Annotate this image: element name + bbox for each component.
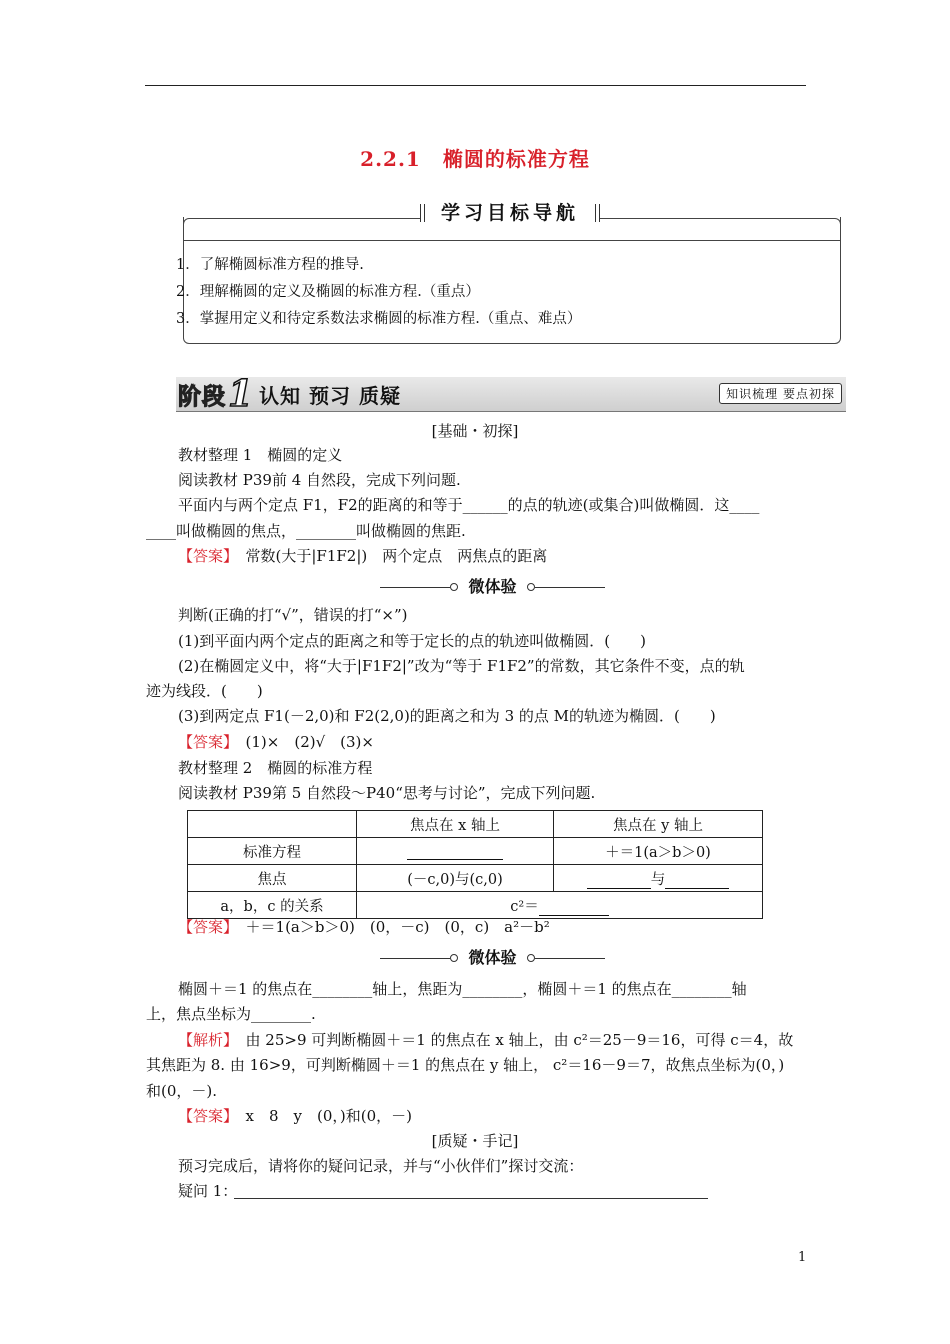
judge-answer: 【答案】 (1)× (2)√ (3)× [178, 733, 374, 751]
block2-read: 阅读教材 P39第 5 自然段～P40“思考与讨论”，完成下列问题. [178, 784, 596, 802]
table-cell: 标准方程 [188, 838, 357, 865]
goals-list [176, 252, 581, 333]
block1-read: 阅读教材 P39前 4 自然段，完成下列问题. [178, 471, 461, 489]
block2-heading: 教材整理 2 椭圆的标准方程 [178, 759, 373, 777]
table-cell: 焦点在 y 轴上 [554, 811, 763, 838]
table-cell: 焦点在 x 轴上 [357, 811, 554, 838]
table-cell [357, 838, 554, 865]
page-title: 2.2.1 椭圆的标准方程 [360, 147, 590, 171]
block2-answer: 【答案】 ＋＝1(a＞b＞0) (0，－c) (0，c) a²－b² [178, 918, 550, 936]
question-label: 疑问 1： [178, 1182, 238, 1200]
top-rule [145, 85, 806, 86]
block1-line1: 平面内与两个定点 F1，F2的距离的和等于______的点的轨迹(或集合)叫做椭圆．这____ [178, 496, 760, 514]
standard-equation-table [187, 810, 763, 919]
analysis-line3: 和(0，－). [146, 1082, 218, 1100]
analysis-line2: 其焦距为 8. 由 16>9，可判断椭圆＋＝1 的焦点在 y 轴上， c²＝16－9＝7，故焦点坐标为(0，) [146, 1056, 785, 1074]
block1-line2: ____叫做椭圆的焦点，________叫做椭圆的焦距. [146, 522, 466, 540]
table-cell: 焦点 [188, 865, 357, 892]
section-basic: [基础・初探] [431, 422, 519, 440]
judge-q2a: (2)在椭圆定义中，将“大于|F1F2|”改为“等于 F1F2”的常数，其它条件不变，点的轨 [178, 657, 745, 675]
block1-heading: 教材整理 1 椭圆的定义 [178, 446, 343, 464]
answer-blank [665, 872, 729, 889]
wei-divider: 微体验 [380, 576, 605, 598]
section-note: [质疑・手记] [431, 1132, 519, 1150]
table-row [188, 865, 763, 892]
exercise-line2: 上，焦点坐标为________. [146, 1005, 316, 1023]
table-cell: a，b，c 的关系 [188, 892, 357, 919]
exercise-answer: 【答案】 x 8 y (0，)和(0，－) [178, 1107, 413, 1125]
judge-q3: (3)到两定点 F1(－2,0)和 F2(2,0)的距离之和为 3 的点 M的轨迹为椭圆．( ) [178, 707, 716, 725]
stage-number: 1 [228, 373, 254, 415]
stage-tag: 知识梳理 要点初探 [719, 383, 842, 404]
table-row [188, 811, 763, 838]
page-number: 1 [798, 1250, 807, 1265]
wei-divider: 微体验 [380, 947, 605, 969]
stage-banner [176, 373, 846, 415]
table-cell: c²＝ [357, 892, 763, 919]
table-cell: 与 [554, 865, 763, 892]
judge-q1: (1)到平面内两个定点的距离之和等于定长的点的轨迹叫做椭圆．( ) [178, 632, 646, 650]
block1-answer: 【答案】 常数(大于|F1F2|) 两个定点 两焦点的距离 [178, 547, 548, 565]
goal-item: 3．掌握用定义和待定系数法求椭圆的标准方程.（重点、难点） [176, 311, 582, 327]
note-intro: 预习完成后，请将你的疑问记录，并与“小伙伴们”探讨交流： [178, 1157, 584, 1175]
table-cell: (－c,0)与(c,0) [357, 865, 554, 892]
goals-header: 学习目标导航 [420, 198, 600, 228]
answer-blank [587, 872, 651, 889]
stage-label: 阶段 1 认知 预习 质疑 [178, 373, 401, 415]
judge-intro: 判断(正确的打“√”，错误的打“×”) [178, 606, 408, 624]
answer-blank [407, 843, 503, 860]
goal-item: 2．理解椭圆的定义及椭圆的标准方程.（重点） [176, 284, 480, 300]
table-cell: ＋＝1(a＞b＞0) [554, 838, 763, 865]
question-answer-line [234, 1198, 708, 1199]
answer-blank [539, 899, 609, 916]
table-row [188, 838, 763, 865]
analysis-line1: 【解析】 由 25>9 可判断椭圆＋＝1 的焦点在 x 轴上，由 c²＝25－9＝16，可得 c＝4，故 [178, 1031, 794, 1049]
table-cell [188, 811, 357, 838]
goal-item: 1．了解椭圆标准方程的推导. [176, 257, 364, 273]
exercise-line1: 椭圆＋＝1 的焦点在________轴上，焦距为________，椭圆＋＝1 的焦点在________轴 [178, 980, 747, 998]
judge-q2b: 迹为线段．( ) [146, 682, 263, 700]
table-row [188, 892, 763, 919]
